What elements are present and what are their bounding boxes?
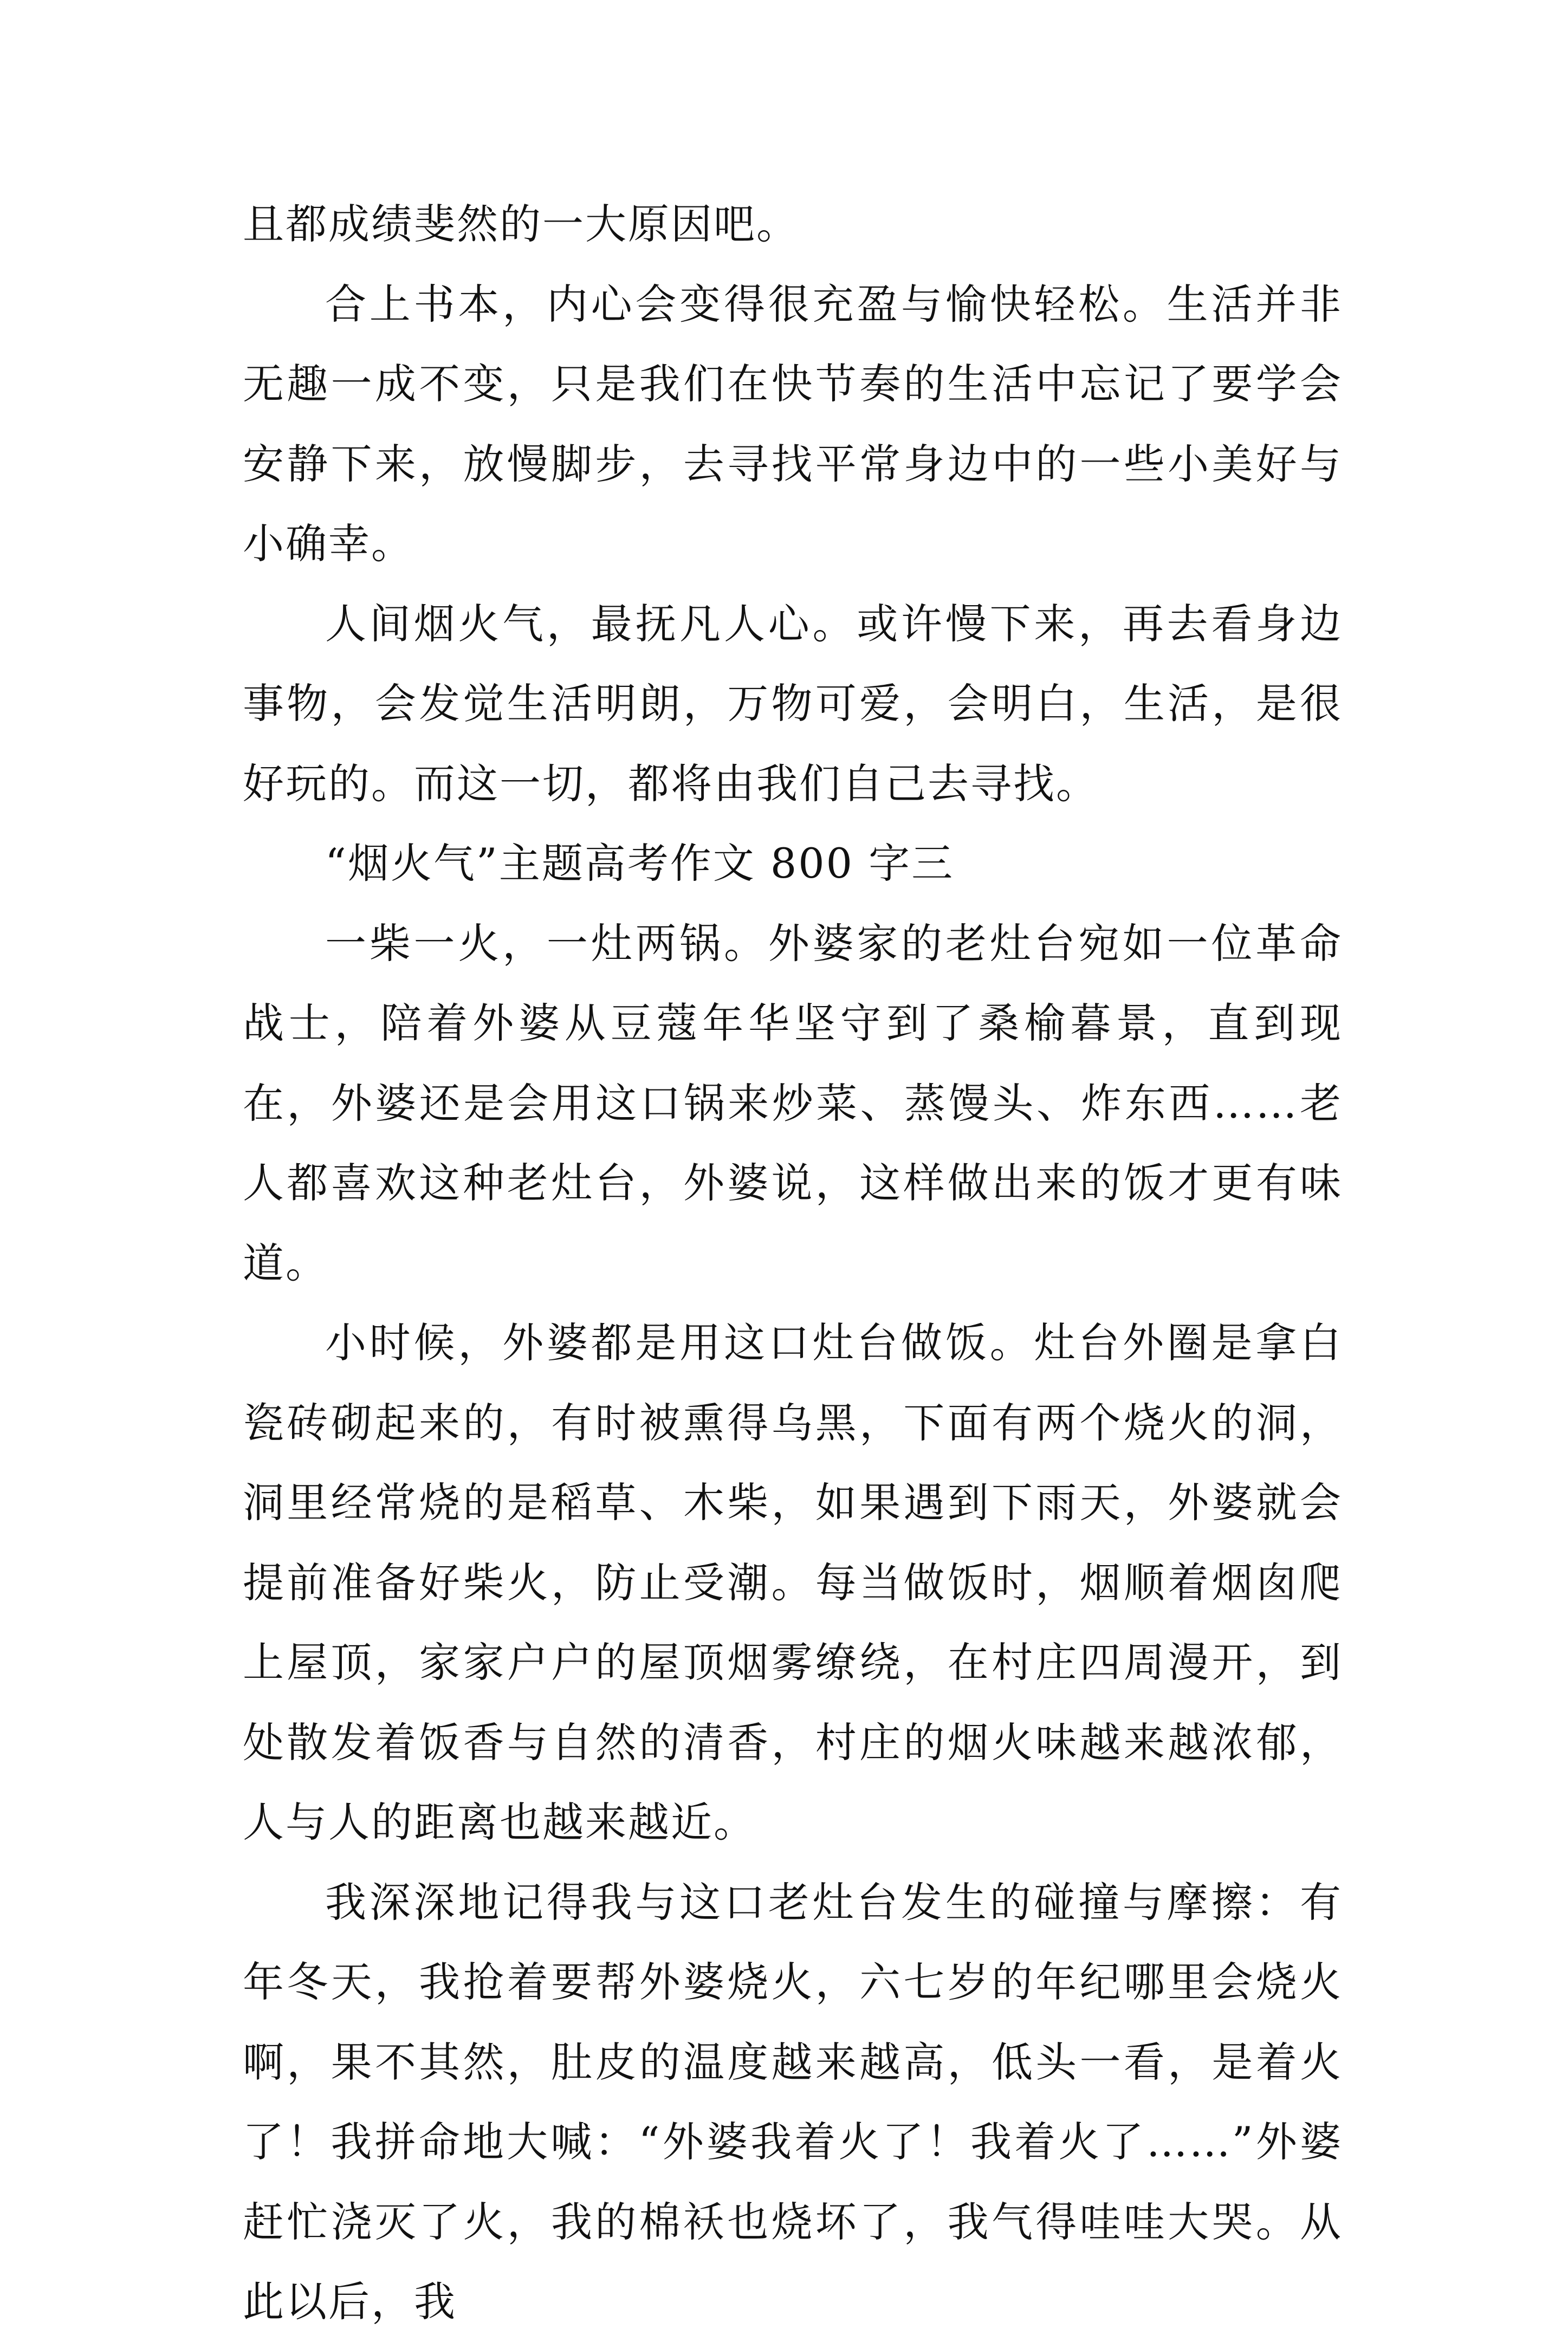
section-heading: “烟火气”主题高考作文 800 字三 <box>325 839 955 887</box>
paragraph: 合上书本，内心会变得很充盈与愉快轻松。生活并非无趣一成不变，只是我们在快节奏的生活中忘记了要学会安静下来，放慢脚步，去寻找平常身边中的一些小美好与小确幸。 <box>243 280 1343 568</box>
paragraph: 我深深地记得我与这口老灶台发生的碰撞与摩擦：有年冬天，我抢着要帮外婆烧火，六七岁的年纪哪里会烧火啊，果不其然，肚皮的温度越来越高，低头一看，是着火了！我拼命地大喊：“外婆我着火了！我着火了……”外婆赶忙浇灭了火，我的棉袄也烧坏了，我气得哇哇大哭。从此以后，我 <box>243 1878 1343 2326</box>
document-body <box>243 184 1343 2342</box>
paragraph: 人间烟火气，最抚凡人心。或许慢下来，再去看身边事物，会发觉生活明朗，万物可爱，会明白，生活，是很好玩的。而这一切，都将由我们自己去寻找。 <box>243 599 1343 808</box>
paragraph: 一柴一火，一灶两锅。外婆家的老灶台宛如一位革命战士，陪着外婆从豆蔻年华坚守到了桑榆暮景，直到现在，外婆还是会用这口锅来炒菜、蒸馒头、炸东西……老人都喜欢这种老灶台，外婆说，这样做出来的饭才更有味道。 <box>243 919 1343 1287</box>
paragraph-continuation: 且都成绩斐然的一大原因吧。 <box>243 200 799 248</box>
paragraph: 小时候，外婆都是用这口灶台做饭。灶台外圈是拿白瓷砖砌起来的，有时被熏得乌黑，下面有两个烧火的洞，洞里经常烧的是稻草、木柴，如果遇到下雨天，外婆就会提前准备好柴火，防止受潮。每当做饭时，烟顺着烟囱爬上屋顶，家家户户的屋顶烟雾缭绕，在村庄四周漫开，到处散发着饭香与自然的清香，村庄的烟火味越来越浓郁，人与人的距离也越来越近。 <box>243 1319 1343 1846</box>
